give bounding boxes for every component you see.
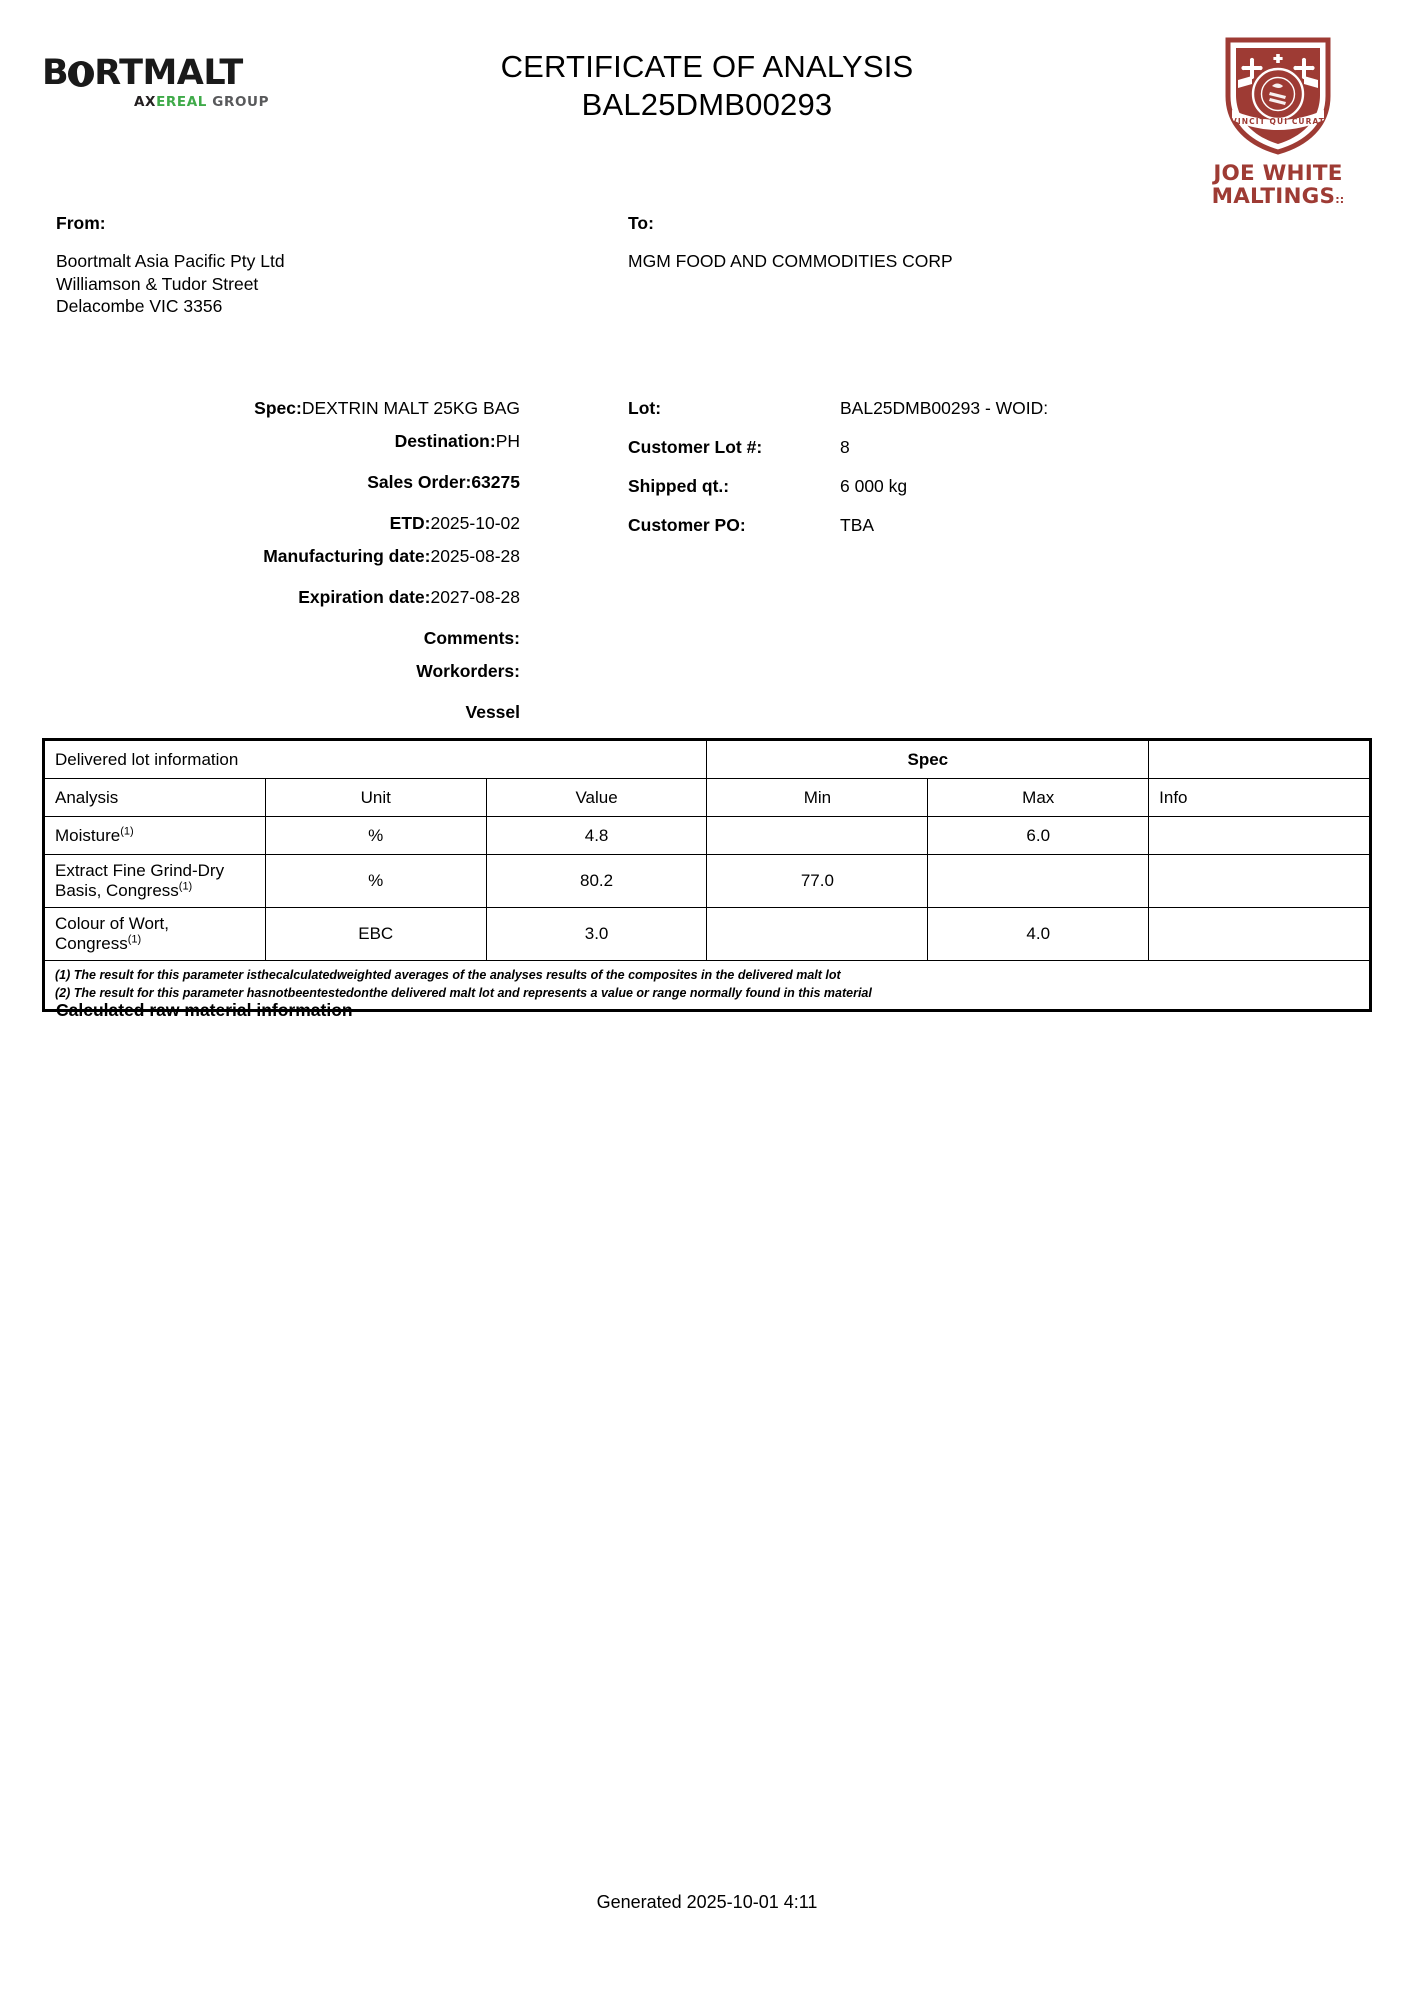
analysis-label: Extract Fine Grind-Dry Basis, Congress	[55, 861, 225, 900]
certificate-title: CERTIFICATE OF ANALYSIS	[500, 49, 914, 84]
to-address-block	[628, 213, 953, 273]
axereal-ax: AX	[134, 94, 157, 110]
table-row	[45, 855, 1370, 908]
from-line: Delacombe VIC 3356	[56, 296, 223, 317]
field-customer-po-label: Customer PO:	[628, 515, 746, 535]
cell-value: 3.0	[486, 908, 707, 961]
field-destination	[0, 431, 520, 452]
cell-max: 6.0	[928, 817, 1149, 855]
footnote-marker: (1)	[127, 933, 142, 946]
joe-white-name	[1198, 163, 1358, 209]
cell-unit: %	[265, 817, 486, 855]
cell-value: 80.2	[486, 855, 707, 908]
footnote-1: (1) The result for this parameter isthecalculatedweighted averages of the analyses results of the composites in the delivered malt lot	[55, 968, 841, 982]
cell-min: 77.0	[707, 855, 928, 908]
shield-crest-icon	[1222, 34, 1334, 156]
metadata-right-column	[628, 398, 1188, 554]
certificate-lot-number: BAL25DMB00293	[581, 86, 833, 122]
cell-unit: EBC	[265, 908, 486, 961]
field-customer-lot-value: 8	[840, 437, 850, 457]
field-shipped-qty-label: Shipped qt.:	[628, 476, 730, 496]
field-vessel-label: Vessel	[465, 702, 520, 722]
cell-unit: %	[265, 855, 486, 908]
spec-header: Spec	[707, 741, 1149, 779]
field-sales-order-label: Sales Order:	[367, 472, 472, 492]
field-workorders-label: Workorders:	[416, 661, 520, 681]
from-label: From:	[56, 213, 106, 233]
cell-info	[1149, 817, 1370, 855]
from-line: Boortmalt Asia Pacific Pty Ltd	[56, 251, 285, 271]
field-shipped-qty-value: 6 000 kg	[840, 476, 908, 496]
cell-analysis-name	[45, 817, 266, 855]
document-header	[0, 0, 1414, 209]
field-etd-value: 2025-10-02	[430, 513, 520, 533]
joe-white-name-line2: MALTINGS::	[1211, 183, 1345, 209]
cell-max	[928, 855, 1149, 908]
field-customer-po	[628, 515, 1188, 536]
field-destination-value: PH	[495, 431, 520, 451]
column-header-info: Info	[1149, 779, 1370, 817]
cell-info	[1149, 855, 1370, 908]
boortmalt-word-part1: B	[42, 53, 69, 93]
metadata-left-column	[0, 398, 520, 735]
column-header-unit: Unit	[265, 779, 486, 817]
analysis-label: Moisture	[55, 825, 121, 845]
field-sales-order-value: 63275	[471, 472, 520, 492]
column-header-min: Min	[707, 779, 928, 817]
boortmalt-word-part2: RTMALT	[94, 53, 243, 93]
joe-white-maltings-logo	[1198, 34, 1358, 209]
registered-mark: ::	[1335, 192, 1345, 206]
analysis-table-container	[42, 738, 1372, 1012]
cell-analysis-name	[45, 908, 266, 961]
field-etd	[0, 513, 520, 534]
column-header-analysis: Analysis	[45, 779, 266, 817]
field-vessel	[0, 702, 520, 723]
field-spec	[0, 398, 520, 419]
table-row	[45, 817, 1370, 855]
field-workorders	[0, 661, 520, 682]
to-label: To:	[628, 213, 654, 233]
delivered-lot-information-header: Delivered lot information	[45, 741, 707, 779]
field-shipped-qty	[628, 476, 1188, 497]
table-header-top	[45, 741, 1370, 779]
generated-timestamp: Generated 2025-10-01 4:11	[596, 1892, 818, 1912]
from-line: Williamson & Tudor Street	[56, 273, 259, 294]
field-destination-label: Destination:	[394, 431, 496, 451]
cell-min	[707, 908, 928, 961]
field-manufacturing-date-label: Manufacturing date:	[263, 546, 431, 566]
field-expiration-date-value: 2027-08-28	[430, 587, 520, 607]
footnote-marker: (1)	[120, 824, 134, 837]
field-comments-label: Comments:	[423, 628, 520, 648]
cell-value: 4.8	[486, 817, 707, 855]
field-etd-label: ETD:	[389, 513, 431, 533]
to-line: MGM FOOD AND COMMODITIES CORP	[628, 251, 953, 271]
column-header-max: Max	[928, 779, 1149, 817]
field-lot-value: BAL25DMB00293 - WOID:	[840, 398, 1049, 418]
field-expiration-date-label: Expiration date:	[298, 587, 431, 607]
field-sales-order	[0, 472, 520, 493]
field-expiration-date	[0, 587, 520, 608]
analysis-table	[44, 740, 1370, 1010]
footnote-2: (2) The result for this parameter hasnotbeentestedonthe delivered malt lot and represents a value or range normally found in this material	[55, 985, 872, 1000]
footnote-marker: (1)	[178, 880, 193, 893]
field-customer-po-value: TBA	[840, 515, 875, 535]
field-customer-lot	[628, 437, 1188, 458]
field-spec-value: DEXTRIN MALT 25KG BAG	[301, 398, 520, 418]
cell-info	[1149, 908, 1370, 961]
field-lot	[628, 398, 1188, 419]
calculated-raw-material-heading: Calculated raw material information	[56, 1000, 353, 1020]
field-manufacturing-date	[0, 546, 520, 567]
field-comments	[0, 628, 520, 649]
shield-motto: VINCIT QUI CURAT	[1230, 117, 1326, 126]
analysis-label: Colour of Wort, Congress	[55, 914, 170, 953]
cell-max: 4.0	[928, 908, 1149, 961]
from-address-block	[56, 213, 285, 318]
field-spec-label: Spec:	[254, 398, 302, 418]
joe-white-name-line1: JOE WHITE	[1213, 161, 1343, 186]
axereal-ereal: EREAL	[156, 94, 207, 110]
table-row	[45, 908, 1370, 961]
field-manufacturing-date-value: 2025-08-28	[430, 546, 520, 566]
field-lot-label: Lot:	[628, 398, 662, 418]
table-column-headers	[45, 779, 1370, 817]
column-header-value: Value	[486, 779, 707, 817]
axereal-group: GROUP	[212, 94, 270, 110]
field-customer-lot-label: Customer Lot #:	[628, 437, 763, 457]
cell-min	[707, 817, 928, 855]
cell-analysis-name	[45, 855, 266, 908]
spec-header-filler	[1149, 741, 1370, 779]
